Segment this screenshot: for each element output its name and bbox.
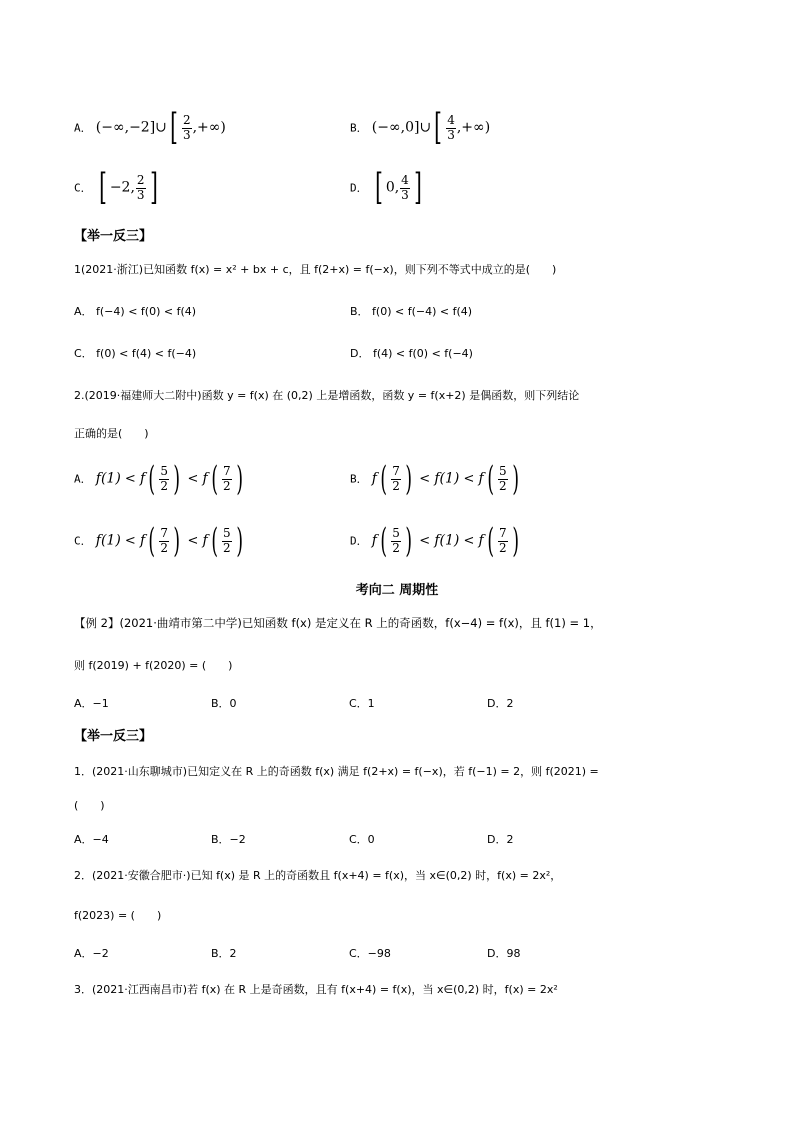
p1-option-d: D．2 (487, 833, 514, 846)
ex2-option-a: A．−1 (74, 697, 109, 710)
p2-option-c: C．−98 (349, 947, 391, 960)
option-c-top: C． [ −2, $\frac{2}{3}$ ] (74, 167, 158, 208)
q1-option-a: A． f(−4) < f(0) < f(4) (74, 305, 197, 318)
practice-1-line-1: 1．(2021·山东聊城市)已知定义在 R 上的奇函数 f(x) 满足 f(2+x) = f(−x)，若 f(−1) = 2，则 f(2021) = (74, 765, 599, 778)
p2-option-b: B．2 (211, 947, 237, 960)
option-b-top: B． (−∞,0]∪[ $\frac{4}{3}$ ,+∞) (350, 107, 491, 148)
p1-option-c: C．0 (349, 833, 375, 846)
option-d-top: D． [ 0, $\frac{4}{3}$ ] (350, 167, 422, 208)
q2-option-d: D． f( $\frac{5}{2}$ ) < f(1) < f( $\frac{7}{2}$ ) (350, 521, 519, 561)
practice-2-line-2: f(2023) = ( ) (74, 909, 162, 922)
question-2-line-2: 正确的是( ) (74, 427, 149, 440)
q1-option-b: B． f(0) < f(−4) < f(4) (350, 305, 473, 318)
question-1-text: 1(2021·浙江)已知函数 f(x) = x² + bx + c，且 f(2+x) = f(−x)，则下列不等式中成立的是( ) (74, 263, 557, 276)
ex2-option-b: B．0 (211, 697, 237, 710)
q2-option-b: B． f( $\frac{7}{2}$ ) < f(1) < f( $\frac{5}{2}$ ) (350, 459, 519, 499)
question-2-line-1: 2.(2019·福建师大二附中)函数 y = f(x) 在 (0,2) 上是增函数，函数 y = f(x+2) 是偶函数，则下列结论 (74, 389, 580, 402)
practice-1-line-2: ( ) (74, 799, 105, 812)
example-2-line-2: 则 f(2019) + f(2020) = ( ) (74, 659, 233, 672)
practice-3-line-1: 3．(2021·江西南昌市)若 f(x) 在 R 上是奇函数，且有 f(x+4) = f(x)，当 x∈(0,2) 时，f(x) = 2x² (74, 983, 558, 996)
example-2-line-1: 【例 2】(2021·曲靖市第二中学)已知函数 f(x) 是定义在 R 上的奇函数，f(x−4) = f(x)，且 f(1) = 1， (74, 616, 602, 630)
practice-2-line-1: 2．(2021·安徽合肥市·)已知 f(x) 是 R 上的奇函数且 f(x+4) = f(x)，当 x∈(0,2) 时，f(x) = 2x²， (74, 869, 562, 882)
ex2-option-c: C．1 (349, 697, 375, 710)
q1-option-c: C． f(0) < f(4) < f(−4) (74, 347, 197, 360)
p1-option-a: A．−4 (74, 833, 109, 846)
q1-option-d: D． f(4) < f(0) < f(−4) (350, 347, 473, 360)
p1-option-b: B．−2 (211, 833, 246, 846)
ex2-option-d: D．2 (487, 697, 514, 710)
section-title-practice-1: 【举一反三】 (74, 229, 153, 244)
q2-option-c: C． f(1) < f( $\frac{7}{2}$ ) < f( $\frac{5}{2}$ ) (74, 521, 243, 561)
section-heading-periodicity: 考向二 周期性 (355, 583, 439, 598)
p2-option-a: A．−2 (74, 947, 109, 960)
p2-option-d: D．98 (487, 947, 521, 960)
section-title-practice-2: 【举一反三】 (74, 729, 153, 744)
option-a-top: A． (−∞,−2]∪[ $\frac{2}{3}$ ,+∞) (74, 107, 226, 148)
q2-option-a: A． f(1) < f( $\frac{5}{2}$ ) < f( $\frac{7}{2}$ ) (74, 459, 243, 499)
